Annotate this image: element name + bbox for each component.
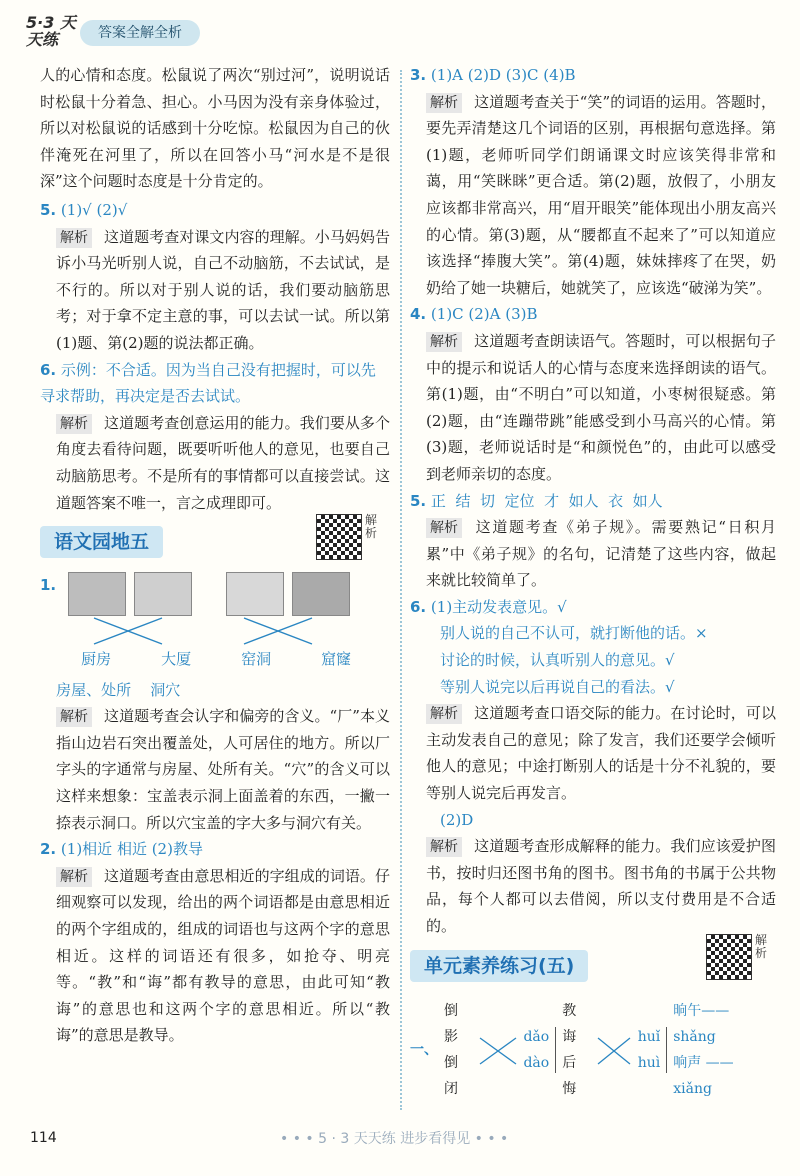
question-number: 5. — [410, 491, 427, 510]
explanation — [410, 700, 776, 806]
match-word: 窑洞 — [241, 650, 272, 669]
explanation-tag: 解析 — [56, 414, 92, 434]
question-2 — [40, 836, 390, 863]
answer: 房屋、处所 洞穴 — [56, 680, 181, 699]
word-pinyin: 晌午—— shǎng — [673, 1002, 730, 1045]
exercise-1 — [410, 998, 776, 1102]
question-3 — [410, 62, 776, 89]
question-number: 3. — [410, 66, 427, 84]
question-number: 6. — [410, 597, 427, 616]
qr-code-icon — [706, 934, 752, 980]
explanation-tag: 解析 — [426, 704, 462, 724]
separator — [555, 1027, 556, 1073]
word-pinyin: 响声 —— xiǎng — [673, 1054, 734, 1097]
explanation-tag: 解析 — [426, 93, 462, 113]
question-number: 5. — [40, 200, 57, 219]
explanation — [410, 514, 776, 594]
explanation — [410, 833, 776, 939]
qr-code-icon — [316, 514, 362, 560]
explanation-text: 这道题考查由意思相近的字组成的词语。仔细观察可以发现，给出的两个词语都是由意思相近的两个字组成的，组成的词语也与这两个字的意思相近。这样的词语还有很多，如抢夺、明亮等。“教”和“诲”都有教导的意思，由此可知“教诲”的意思也和这两个字的意思相近。所以“教诲”的意思是教导。 — [56, 866, 390, 1045]
answer: (1)√ (2)√ — [60, 200, 128, 219]
section-title: 单元素养练习(五) — [410, 950, 588, 982]
answer: (1)C (2)A (3)B — [430, 305, 538, 324]
separator — [666, 1027, 667, 1073]
explanation-text: 这道题考查朗读语气。答题时，可以根据句子中的提示和说话人的心情与态度来选择朗读的语气。第(1)题，由“不明白”可以知道，小枣树很疑惑。第(2)题，由“连蹦带跳”能感受到小马高兴的心情。第(3)题，老师说话时是“和颜悦色”的，由此可以感受到老师亲切的态度。 — [426, 331, 776, 483]
answer: (1)相近 相近 (2)教导 — [60, 840, 203, 859]
qr-label: 解析 — [755, 932, 768, 960]
question-6 — [40, 357, 390, 410]
left-column — [40, 62, 390, 1049]
matching-lines — [478, 1026, 518, 1074]
header-tag: 答案全解全析 — [80, 20, 200, 46]
image-group — [226, 572, 350, 616]
explanation-text: 这道题考查关于“笑”的词语的运用。答题时，要先弄清楚这几个词语的区别，再根据句意选择。第(1)题，老师听同学们朗诵课文时应该笑得非常和蔼，用“笑眯眯”更合适。第(2)题，放假了，小朋友应该都非常高兴，用“眉开眼笑”能体现出小朋友高兴的心情。第(3)题，从“腰都直不起来了”可以知道应该选择“捧腹大笑”。第(4)题，妹妹摔疼了在哭，奶奶给了她一块糖后，她就笑了，应该选“破涕为笑”。 — [426, 92, 776, 297]
answer-line: 等别人说完以后再说自己的看法。√ — [440, 677, 675, 696]
match-words — [56, 646, 376, 673]
answer-line: (1)主动发表意见。√ — [430, 597, 567, 616]
image-group — [68, 572, 192, 616]
answer: (2)D — [440, 810, 474, 829]
matching-lines — [64, 616, 364, 646]
right-column — [410, 62, 776, 1102]
match-word: 厨房 — [81, 650, 112, 669]
text-paragraph: 人的心情和态度。松鼠说了两次“别过河”，说明说话时松鼠十分着急、担心。小马因为没有亲身体验过，所以对松鼠说的话感到十分吃惊。松鼠因为自己的伙伴淹死在河里了，所以在回答小马“河水是不是很深”这个问题时态度是十分肯定的。 — [40, 66, 390, 191]
explanation-text: 这道题考查会认字和偏旁的含义。“厂”本义指山边岩石突出覆盖处，人可居住的地方。所以厂字头的字通常与房屋、处所有关。“穴”的含义可以这样来想象：宝盖表示洞上面盖着的东西，一撇一捺表示洞口。所以穴宝盖的字大多与洞穴有关。 — [56, 707, 390, 832]
qr-code[interactable] — [316, 514, 379, 560]
building-photo — [134, 572, 192, 616]
qr-label: 解析 — [365, 513, 378, 541]
word: 后悔 — [562, 1054, 577, 1097]
explanation-text: 这道题考查创意运用的能力。我们要从多个角度去看待问题，既要听听他人的意见，也要自己动脑筋思考。不是所有的事情都可以直接尝试。这道题答案不唯一，言之成理即可。 — [56, 413, 390, 512]
match-word: 大厦 — [161, 650, 192, 669]
explanation-text: 这道题考查《弟子规》。需要熟记“日积月累”中《弟子规》的名句，记清楚了这些内容，做起来就比较简单了。 — [426, 518, 776, 590]
explanation-text: 这道题考查对课文内容的理解。小马妈妈告诉小马光听别人说，自己不动脑筋，不去试试，是不行的。所以对于别人说的话，我们要动脑筋思考；对于拿不定主意的事，可以去试一试。所以第(1)题、第(2)题的说法都正确。 — [56, 227, 390, 352]
hole-photo — [292, 572, 350, 616]
explanation-tag: 解析 — [56, 707, 92, 727]
question-1 — [40, 572, 390, 703]
footer-slogan: • • • 5 · 3 天天练 进步看得见 • • • — [280, 1131, 509, 1147]
pinyin: huǐ — [637, 1028, 661, 1045]
answer: (1)A (2)D (3)C (4)B — [430, 66, 576, 84]
explanation-text: 这道题考查口语交际的能力。在讨论时，可以主动发表自己的意见；除了发言，我们还要学会倾听他人的意见；中途打断别人的话是十分不礼貌的，要等别人说完后再发言。 — [426, 704, 776, 803]
explanation-tag: 解析 — [426, 332, 462, 352]
matching-lines — [596, 1026, 632, 1074]
pinyin: dào — [523, 1054, 550, 1071]
question-number: 2. — [40, 840, 57, 859]
question-5 — [410, 488, 776, 515]
question-4 — [410, 301, 776, 328]
column-divider — [400, 70, 402, 1110]
pinyin: dǎo — [523, 1028, 550, 1045]
answer-line: 别人说的自己不认可，就打断他的话。× — [440, 624, 708, 643]
section-title: 语文园地五 — [40, 526, 163, 558]
explanation — [40, 224, 390, 357]
word: 倒闭 — [444, 1054, 458, 1097]
question-number: 一、 — [410, 1041, 438, 1058]
qr-code[interactable] — [706, 934, 769, 980]
explanation — [410, 89, 776, 302]
explanation-tag: 解析 — [56, 867, 92, 887]
question-6 — [410, 594, 776, 621]
answer-line: 讨论的时候，认真听别人的意见。√ — [440, 651, 675, 670]
page-number: 114 — [30, 1130, 57, 1146]
match-word: 窟窿 — [321, 650, 352, 669]
word: 倒影 — [444, 1002, 458, 1045]
brand-logo: 5·3 天天练 — [26, 13, 76, 49]
cave-dwelling-photo — [226, 572, 284, 616]
explanation — [410, 328, 776, 488]
word: 教诲 — [562, 1002, 577, 1045]
explanation — [40, 410, 390, 516]
answer: 正 结 切 定位 才 如人 衣 如人 — [430, 491, 663, 510]
explanation-tag: 解析 — [426, 518, 462, 538]
explanation-tag: 解析 — [426, 837, 462, 857]
question-number: 4. — [410, 305, 427, 324]
explanation — [40, 863, 390, 1049]
question-5 — [40, 197, 390, 224]
question-number: 6. — [40, 360, 57, 379]
pinyin: huì — [637, 1054, 661, 1071]
explanation-text: 这道题考查形成解释的能力。我们应该爱护图书，按时归还图书角的图书。图书角的书属于公共物品，每个人都可以去借阅，所以支付费用是不合适的。 — [426, 837, 776, 935]
explanation-tag: 解析 — [56, 228, 92, 248]
explanation — [40, 703, 390, 836]
kitchen-photo — [68, 572, 126, 616]
answer: 示例：不合适。因为当自己没有把握时，可以先寻求帮助，再决定是否去试试。 — [40, 360, 376, 406]
question-number: 1. — [40, 576, 57, 595]
